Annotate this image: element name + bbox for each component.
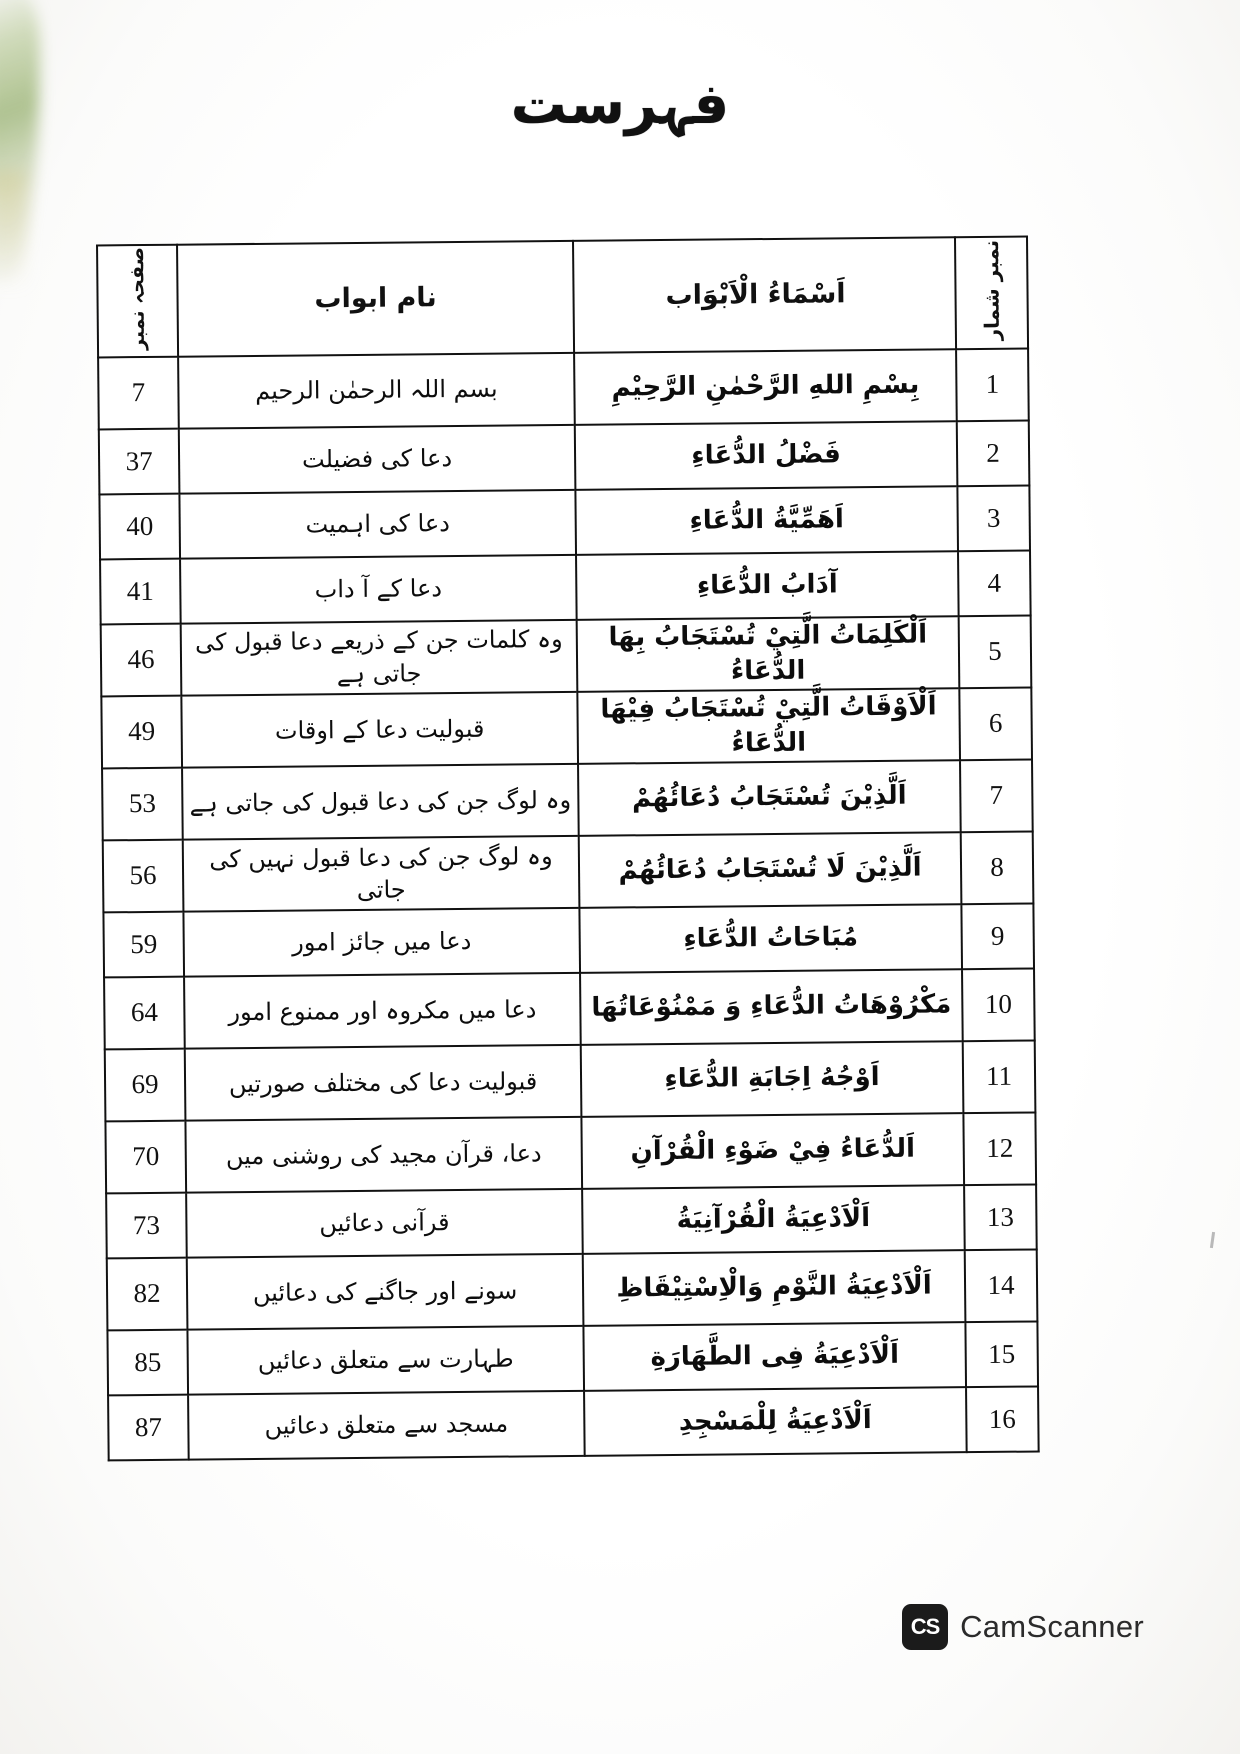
cell-urdu-title: دعا کی فضیلت — [179, 424, 576, 493]
cell-urdu-title: طہارت سے متعلق دعائیں — [187, 1326, 584, 1395]
cell-arabic-title: فَضْلُ الدُّعَاءِ — [575, 421, 958, 490]
cell-page-number: 73 — [106, 1193, 187, 1259]
cell-arabic-title: اَلَّذِيْنَ لَا تُسْتَجَابُ دُعَائُهُمْ — [579, 832, 962, 908]
cell-serial: 2 — [957, 420, 1030, 486]
table-of-contents — [96, 236, 1038, 1462]
column-header-arabic — [573, 237, 956, 352]
cell-urdu-title: دعا میں مکروہ اور ممنوع امور — [184, 973, 581, 1049]
camscanner-watermark — [902, 1604, 1144, 1650]
cell-serial: 4 — [958, 550, 1031, 616]
cell-page-number: 69 — [105, 1049, 186, 1122]
cell-urdu-title: بسم اللہ الرحمٰن الرحیم — [178, 352, 575, 428]
table-row — [105, 1040, 1036, 1121]
cell-page-number: 53 — [102, 768, 183, 841]
header-row — [97, 237, 1028, 358]
table-row — [101, 687, 1032, 768]
cell-arabic-title: اَلْكَلِمَاتُ الَّتِيْ تُسْتَجَابُ بِهَا الدُّعَاءُ — [577, 616, 960, 692]
cell-serial: 14 — [965, 1249, 1038, 1322]
cell-urdu-title: دعا کے آ داب — [180, 554, 577, 623]
scan-edge-artifact-secondary — [0, 170, 26, 290]
cell-serial: 16 — [966, 1386, 1039, 1452]
cell-urdu-title: مسجد سے متعلق دعائیں — [188, 1391, 585, 1460]
cell-arabic-title: اَلْاَدْعِيَةُ فِى الطَّهَارَةِ — [583, 1322, 966, 1391]
table-row — [105, 1112, 1036, 1193]
cell-urdu-title: قرآنی دعائیں — [186, 1189, 583, 1258]
cell-arabic-title: اَلدُّعَاءُ فِيْ ضَوْءِ الْقُرْآنِ — [581, 1113, 964, 1189]
cell-serial: 12 — [963, 1112, 1036, 1185]
cell-serial: 11 — [963, 1040, 1036, 1113]
table-row — [106, 1184, 1037, 1258]
column-header-arabic-label: اَسْمَاءُ الْاَبْوَاب — [665, 278, 846, 312]
cell-arabic-title: اَلَّذِيْنَ تُسْتَجَابُ دُعَائُهُمْ — [578, 760, 961, 836]
cell-serial: 3 — [957, 485, 1030, 551]
cell-serial: 9 — [961, 903, 1034, 969]
cell-arabic-title: اَلْاَدْعِيَةُ الْقُرْآنِيَةُ — [582, 1185, 965, 1254]
cell-arabic-title: اَلْاَوْقَاتُ الَّتِيْ تُسْتَجَابُ فِيْهَا الدُّعَاءُ — [577, 688, 960, 764]
table-row — [99, 485, 1030, 559]
column-header-urdu-label: نام ابواب — [314, 282, 437, 315]
cell-page-number: 59 — [103, 912, 184, 978]
column-header-serial-label: نمبر شمار — [979, 239, 1004, 341]
column-header-serial — [955, 237, 1028, 349]
cell-page-number: 7 — [98, 356, 179, 429]
table-row — [102, 759, 1033, 840]
table-row — [108, 1386, 1039, 1460]
cell-urdu-title: دعا کی اہمیت — [179, 489, 576, 558]
cell-arabic-title: مَكْرُوْهَاتُ الدُّعَاءِ وَ مَمْنُوْعَاتُهَا — [580, 969, 963, 1045]
cell-serial: 8 — [961, 831, 1034, 904]
cell-urdu-title: وہ لوگ جن کی دعا قبول نہیں کی جاتی — [183, 836, 580, 912]
cell-arabic-title: اَوْجُهُ اِجَابَةِ الدُّعَاءِ — [581, 1041, 964, 1117]
cell-serial: 10 — [962, 968, 1035, 1041]
cell-urdu-title: دعا، قرآن مجید کی روشنی میں — [185, 1117, 582, 1193]
table-row — [107, 1249, 1038, 1330]
table-row — [98, 348, 1029, 429]
table-row — [100, 550, 1031, 624]
page-title: فہرست — [510, 72, 730, 137]
cell-serial: 15 — [965, 1321, 1038, 1387]
table-row — [101, 615, 1032, 696]
cell-page-number: 70 — [105, 1121, 186, 1194]
cell-page-number: 82 — [107, 1258, 188, 1331]
column-header-urdu — [177, 241, 574, 356]
cell-arabic-title: بِسْمِ اللهِ الرَّحْمٰنِ الرَّحِيْمِ — [574, 349, 957, 425]
cell-arabic-title: اَلْاَدْعِيَةُ النَّوْمِ وَالْاِسْتِيْقَاظِ — [583, 1250, 966, 1326]
cell-urdu-title: قبولیت دعا کے اوقات — [181, 692, 578, 768]
table-row — [103, 903, 1034, 977]
cell-arabic-title: اَلْاَدْعِيَةُ لِلْمَسْجِدِ — [584, 1387, 967, 1456]
cell-serial: 7 — [960, 759, 1033, 832]
cell-page-number: 37 — [99, 428, 180, 494]
cell-page-number: 41 — [100, 558, 181, 624]
cell-urdu-title: سونے اور جاگنے کی دعائیں — [187, 1254, 584, 1330]
cell-serial: 1 — [956, 348, 1029, 421]
cell-page-number: 46 — [101, 623, 182, 696]
cell-arabic-title: مُبَاحَاتُ الدُّعَاءِ — [579, 904, 962, 973]
column-header-page-label: صفحہ نمبر — [125, 246, 149, 350]
toc-table — [96, 236, 1040, 1462]
toc-table-body — [98, 348, 1039, 1460]
cell-page-number: 64 — [104, 977, 185, 1050]
cell-page-number: 40 — [99, 493, 180, 559]
table-row — [99, 420, 1030, 494]
cell-urdu-title: دعا میں جائز امور — [183, 908, 580, 977]
cell-arabic-title: آدَابُ الدُّعَاءِ — [576, 551, 959, 620]
table-row — [107, 1321, 1038, 1395]
camscanner-label: CamScanner — [960, 1609, 1144, 1644]
cell-arabic-title: اَهَمِّيَّةُ الدُّعَاءِ — [575, 486, 958, 555]
cell-urdu-title: وہ لوگ جن کی دعا قبول کی جاتی ہے — [182, 764, 579, 840]
toc-table-header — [97, 237, 1028, 358]
table-row — [103, 831, 1034, 912]
cell-urdu-title: وہ کلمات جن کے ذریعے دعا قبول کی جاتی ہے — [181, 619, 578, 695]
cell-serial: 5 — [959, 615, 1032, 688]
cell-serial: 6 — [959, 687, 1032, 760]
table-row — [104, 968, 1035, 1049]
cell-page-number: 49 — [101, 695, 182, 768]
cell-page-number: 87 — [108, 1395, 189, 1461]
camscanner-badge-icon: CS — [902, 1604, 948, 1650]
column-header-page — [97, 245, 178, 357]
cell-serial: 13 — [964, 1184, 1037, 1250]
cell-page-number: 85 — [107, 1330, 188, 1396]
cell-urdu-title: قبولیت دعا کی مختلف صورتیں — [185, 1045, 582, 1121]
cell-page-number: 56 — [103, 840, 184, 913]
